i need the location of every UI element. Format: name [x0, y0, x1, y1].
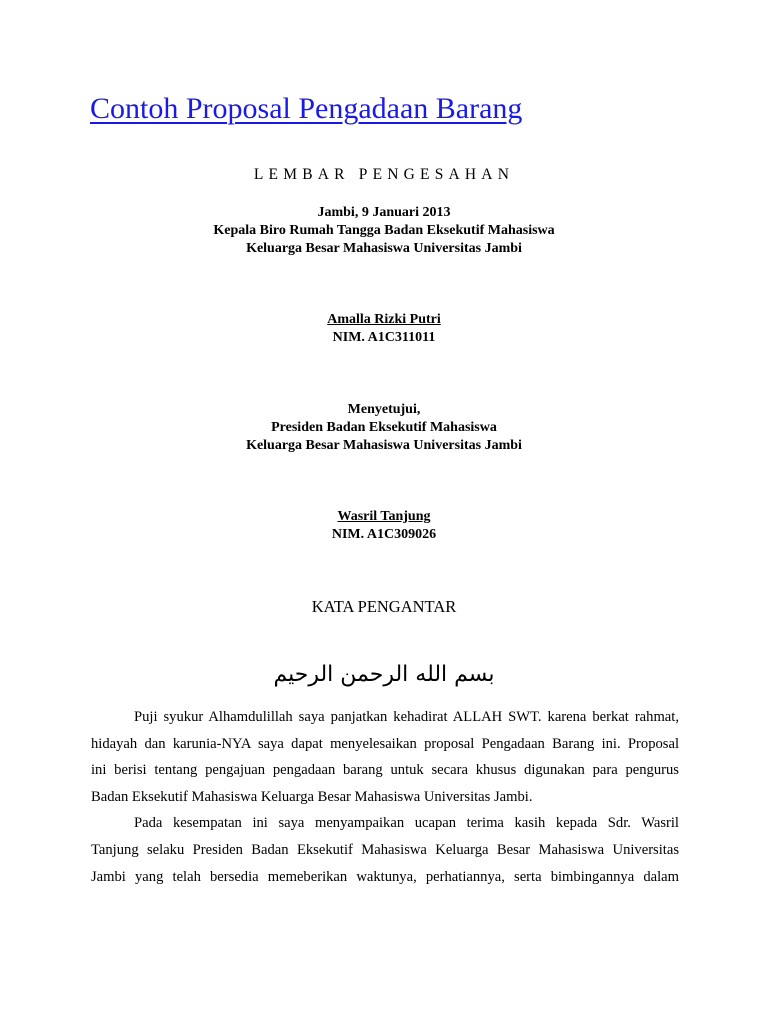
paragraph-line: Pada kesempatan ini saya menyampaikan ucapan terima kasih kepada Sdr. Wasril [134, 815, 679, 832]
sheet-title-text: LEMBAR PENGESAHAN [253, 166, 515, 183]
signer-2-name: Wasril Tanjung [337, 509, 431, 524]
sheet-title [0, 166, 768, 184]
signer-1-block [0, 311, 768, 347]
body-text [91, 704, 679, 890]
signer-2-nim: NIM. A1C309026 [331, 527, 437, 542]
date-block [0, 204, 768, 258]
paragraph-line: Puji syukur Alhamdulillah saya panjatkan kehadirat ALLAH SWT. karena berkat rahmat, [134, 709, 679, 725]
signer-1-nim: NIM. A1C311011 [332, 330, 436, 345]
document-title-link[interactable]: Contoh Proposal Pengadaan Barang [90, 92, 523, 125]
signer-1-name: Amalla Rizki Putri [327, 312, 441, 327]
signer-2-block [0, 508, 768, 544]
position-line: Kepala Biro Rumah Tangga Badan Eksekutif Mahasiswa [213, 223, 555, 238]
approval-block [0, 401, 768, 455]
paragraph-line: hidayah dan karunia-NYA saya dapat menyelesaikan proposal Pengadaan Barang ini. Proposal [91, 735, 679, 752]
organization-line: Keluarga Besar Mahasiswa Universitas Jambi [246, 241, 522, 256]
approval-organization-line: Keluarga Besar Mahasiswa Universitas Jambi [246, 438, 522, 453]
paragraph-line: Tanjung selaku Presiden Badan Eksekutif Mahasiswa Keluarga Besar Mahasiswa Universitas [91, 841, 679, 858]
paragraph-line: ini berisi tentang pengajuan pengadaan barang untuk secara khusus digunakan para pengurus [91, 762, 679, 779]
date-line: Jambi, 9 Januari 2013 [317, 205, 451, 220]
paragraph-line: Jambi yang telah bersedia memeberikan waktunya, perhatiannya, serta bimbingannya dalam [91, 868, 679, 885]
section-title-text: KATA PENGANTAR [311, 597, 457, 616]
paragraph-line: Badan Eksekutif Mahasiswa Keluarga Besar Mahasiswa Universitas Jambi. [91, 788, 533, 805]
approval-line: Menyetujui, [347, 402, 421, 417]
paragraph-1 [91, 704, 679, 810]
section-title [0, 597, 768, 617]
basmala-text: بسم الله الرحمن الرحيم [273, 662, 495, 687]
approval-position-line: Presiden Badan Eksekutif Mahasiswa [271, 420, 497, 435]
paragraph-2 [91, 810, 679, 890]
